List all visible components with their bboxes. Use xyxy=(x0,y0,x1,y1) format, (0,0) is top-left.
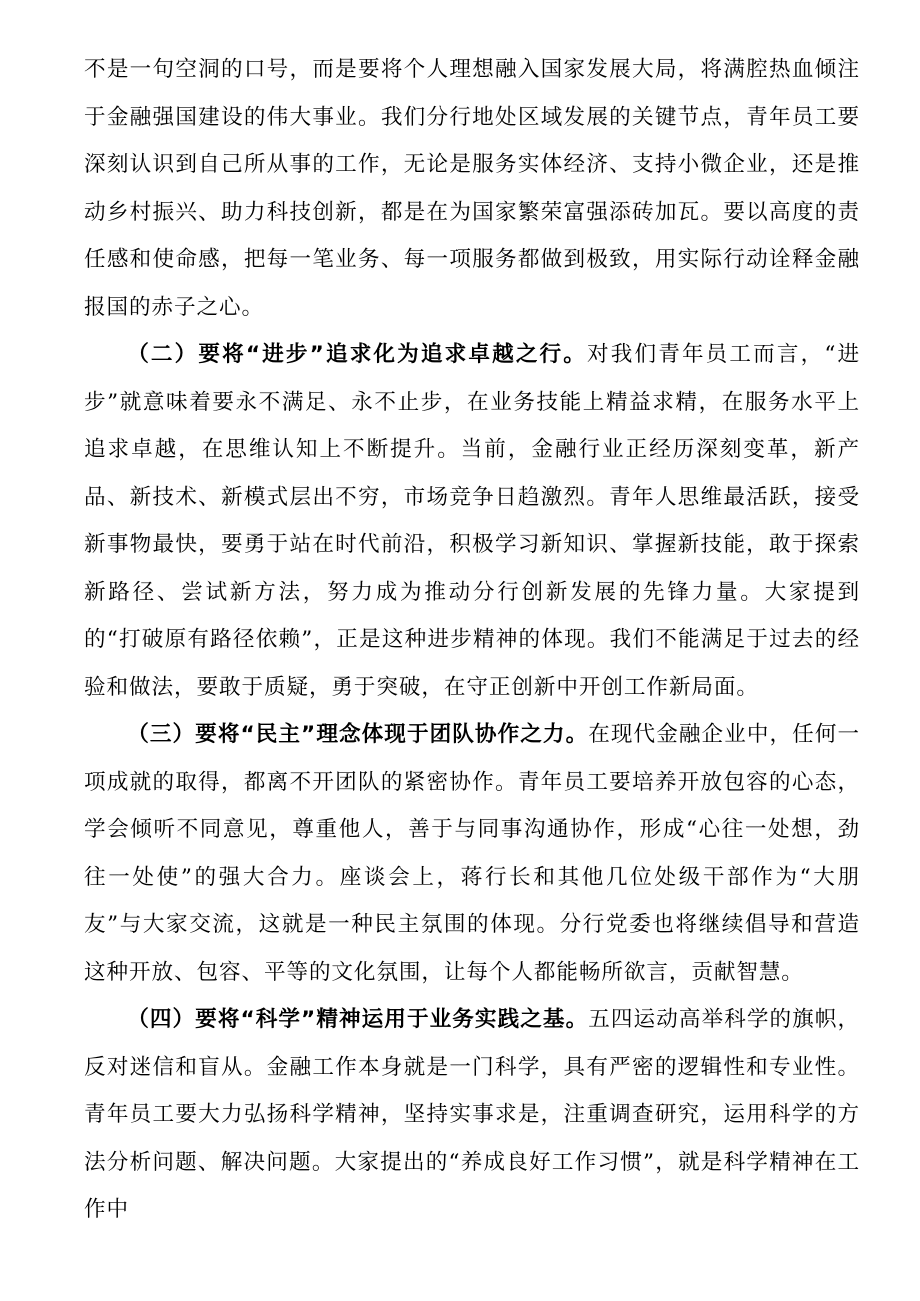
paragraph-body: 不是一句空洞的口号，而是要将个人理想融入国家发展大局，将满腔热血倾注于金融强国建设的伟大事业。我们分行地处区域发展的关键节点，青年员工要深刻认识到自己所从事的工作，无论是服务实体经济、支持小微企业，还是推动乡村振兴、助力科技创新，都是在为国家繁荣富强添砖加瓦。要以高度的责任感和使命感，把每一笔业务、每一项服务都做到极致，用实际行动诠释金融报国的赤子之心。 xyxy=(84,57,860,320)
paragraph-body: 在现代金融企业中，任何一项成就的取得，都离不开团队的紧密协作。青年员工要培养开放包容的心态，学会倾听不同意见，尊重他人，善于与同事沟通协作，形成“心往一处想，劲往一处使”的强大合力。座谈会上，蒋行长和其他几位处级干部作为“大朋友”与大家交流，这就是一种民主氛围的体现。分行党委也将继续倡导和营造这种开放、包容、平等的文化氛围，让每个人都能畅所欲言，贡献智慧。 xyxy=(84,722,860,985)
paragraph-body: 五四运动高举科学的旗帜，反对迷信和盲从。金融工作本身就是一门科学，具有严密的逻辑性和专业性。青年员工要大力弘扬科学精神，坚持实事求是，注重调查研究，运用科学的方法分析问题、解决问题。大家提出的“养成良好工作习惯”，就是科学精神在工作中 xyxy=(84,1007,860,1222)
section-heading: （二）要将“进步”追求化为追求卓越之行。 xyxy=(127,342,588,367)
paragraph-section-2 xyxy=(84,331,860,711)
paragraph-section-3 xyxy=(84,711,860,996)
paragraph-body: 对我们青年员工而言，“进步”就意味着要永不满足、永不止步，在业务技能上精益求精，在服务水平上追求卓越，在思维认知上不断提升。当前，金融行业正经历深刻变革，新产品、新技术、新模式层出不穷，市场竞争日趋激烈。青年人思维最活跃，接受新事物最快，要勇于站在时代前沿，积极学习新知识、掌握新技能，敢于探索新路径、尝试新方法，努力成为推动分行创新发展的先锋力量。大家提到的“打破原有路径依赖”，正是这种进步精神的体现。我们不能满足于过去的经验和做法，要敢于质疑，勇于突破，在守正创新中开创工作新局面。 xyxy=(84,342,860,700)
paragraph-continuation xyxy=(84,46,860,331)
paragraph-section-4 xyxy=(84,996,860,1234)
section-heading: （四）要将“科学”精神运用于业务实践之基。 xyxy=(127,1007,589,1032)
section-heading: （三）要将“民主”理念体现于团队协作之力。 xyxy=(127,722,589,747)
